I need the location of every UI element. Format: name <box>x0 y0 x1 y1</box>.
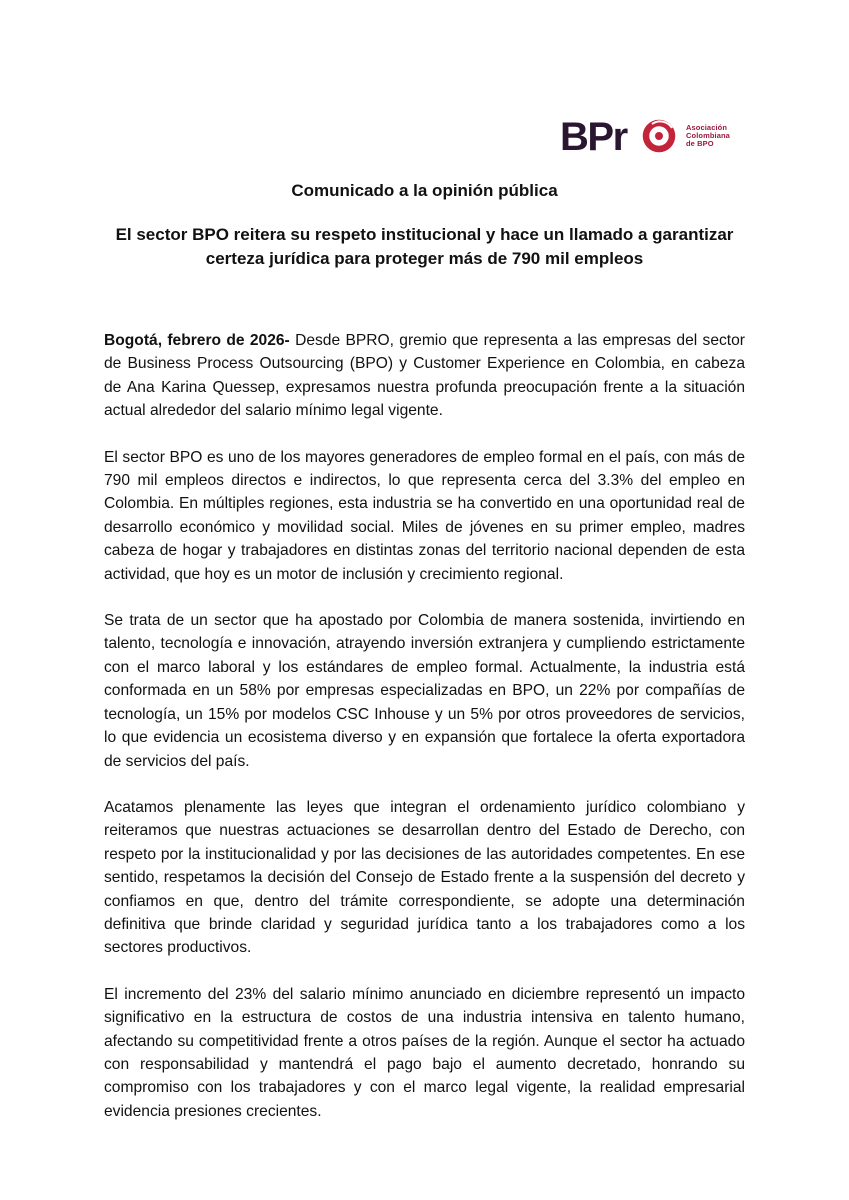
paragraph: El incremento del 23% del salario mínimo anunciado en diciembre representó un impacto significativo en la estructura de costos de una industria intensiva en talento humano, afectando su competitividad frente a otros países de la región. Aunque el sector ha actuado con responsabilidad y mantendrá el pago bajo el aumento decretado, honrando su compromiso con los trabajadores y con el marco legal vigente, la realidad empresarial evidencia presiones crecientes. <box>104 985 745 1120</box>
paragraph: Se trata de un sector que ha apostado por Colombia de manera sostenida, invirtiendo en talento, tecnología e innovación, atrayendo inversión extranjera y cumpliendo estrictamente con el marco laboral y los estándares de empleo formal. Actualmente, la industria está conformada en un 58% por empresas especializadas en BPO, un 22% por compañías de tecnología, un 15% por modelos CSC Inhouse y un 5% por otros proveedores de servicios, lo que evidencia un ecosistema diverso y en expansión que fortalece la oferta exportadora de servicios del país. <box>104 612 745 770</box>
dateline: Bogotá, febrero de 2026- <box>104 332 290 349</box>
logo-ring-dot-shape <box>655 132 663 140</box>
paragraph: El sector BPO es uno de los mayores generadores de empleo formal en el país, con más de 790 mil empleos directos e indirectos, lo que representa cerca del 3.3% del empleo en Colombia. En múltiples regiones, esta industria se ha convertido en una oportunidad real de desarrollo económico y movilidad social. Miles de jóvenes en su primer empleo, madres cabeza de hogar y trabajadores en distintas zonas del territorio nacional dependen de esta actividad, que hoy es un motor de inclusión y crecimiento regional. <box>104 448 745 583</box>
bpro-logo <box>560 108 760 160</box>
bpro-wordmark-logo <box>560 108 684 160</box>
logo-tagline-line: Colombiana <box>686 131 730 141</box>
paragraph: Acatamos plenamente las leyes que integran el ordenamiento jurídico colombiano y reiteramos que nuestras actuaciones se desarrollan dentro del Estado de Derecho, con respeto por la institucionalidad y por las decisiones de las autoridades competentes. En ese sentido, respetamos la decisión del Consejo de Estado frente a la suspensión del decreto y confiamos en que, dentro del trámite correspondiente, se adopte una determinación definitiva que brinde claridad y seguridad jurídica tanto a los trabajadores como a los sectores productivos. <box>104 798 745 957</box>
logo-tagline <box>686 124 730 149</box>
document-title: Comunicado a la opinión pública <box>291 181 558 200</box>
logo-wordmark-text: BPr <box>560 115 627 159</box>
paragraph-text: Desde BPRO, gremio que representa a las empresas del sector de Business Process Outsourcing (BPO) y Customer Experience en Colombia, en cabeza de Ana Karina Quessep, expresamos nuestra profunda preocupación frente a la situación actual alrededor del salario mínimo legal vigente. <box>104 332 745 420</box>
document-body <box>104 329 745 1146</box>
logo-tagline-line: de BPO <box>686 139 714 149</box>
logo-tagline-line: Asociación <box>686 123 728 132</box>
document-subtitle: El sector BPO reitera su respeto institucional y hace un llamado a garantizar certeza jurídica para proteger más de 790 mil empleos <box>115 225 734 268</box>
paragraph-intro <box>104 329 745 423</box>
